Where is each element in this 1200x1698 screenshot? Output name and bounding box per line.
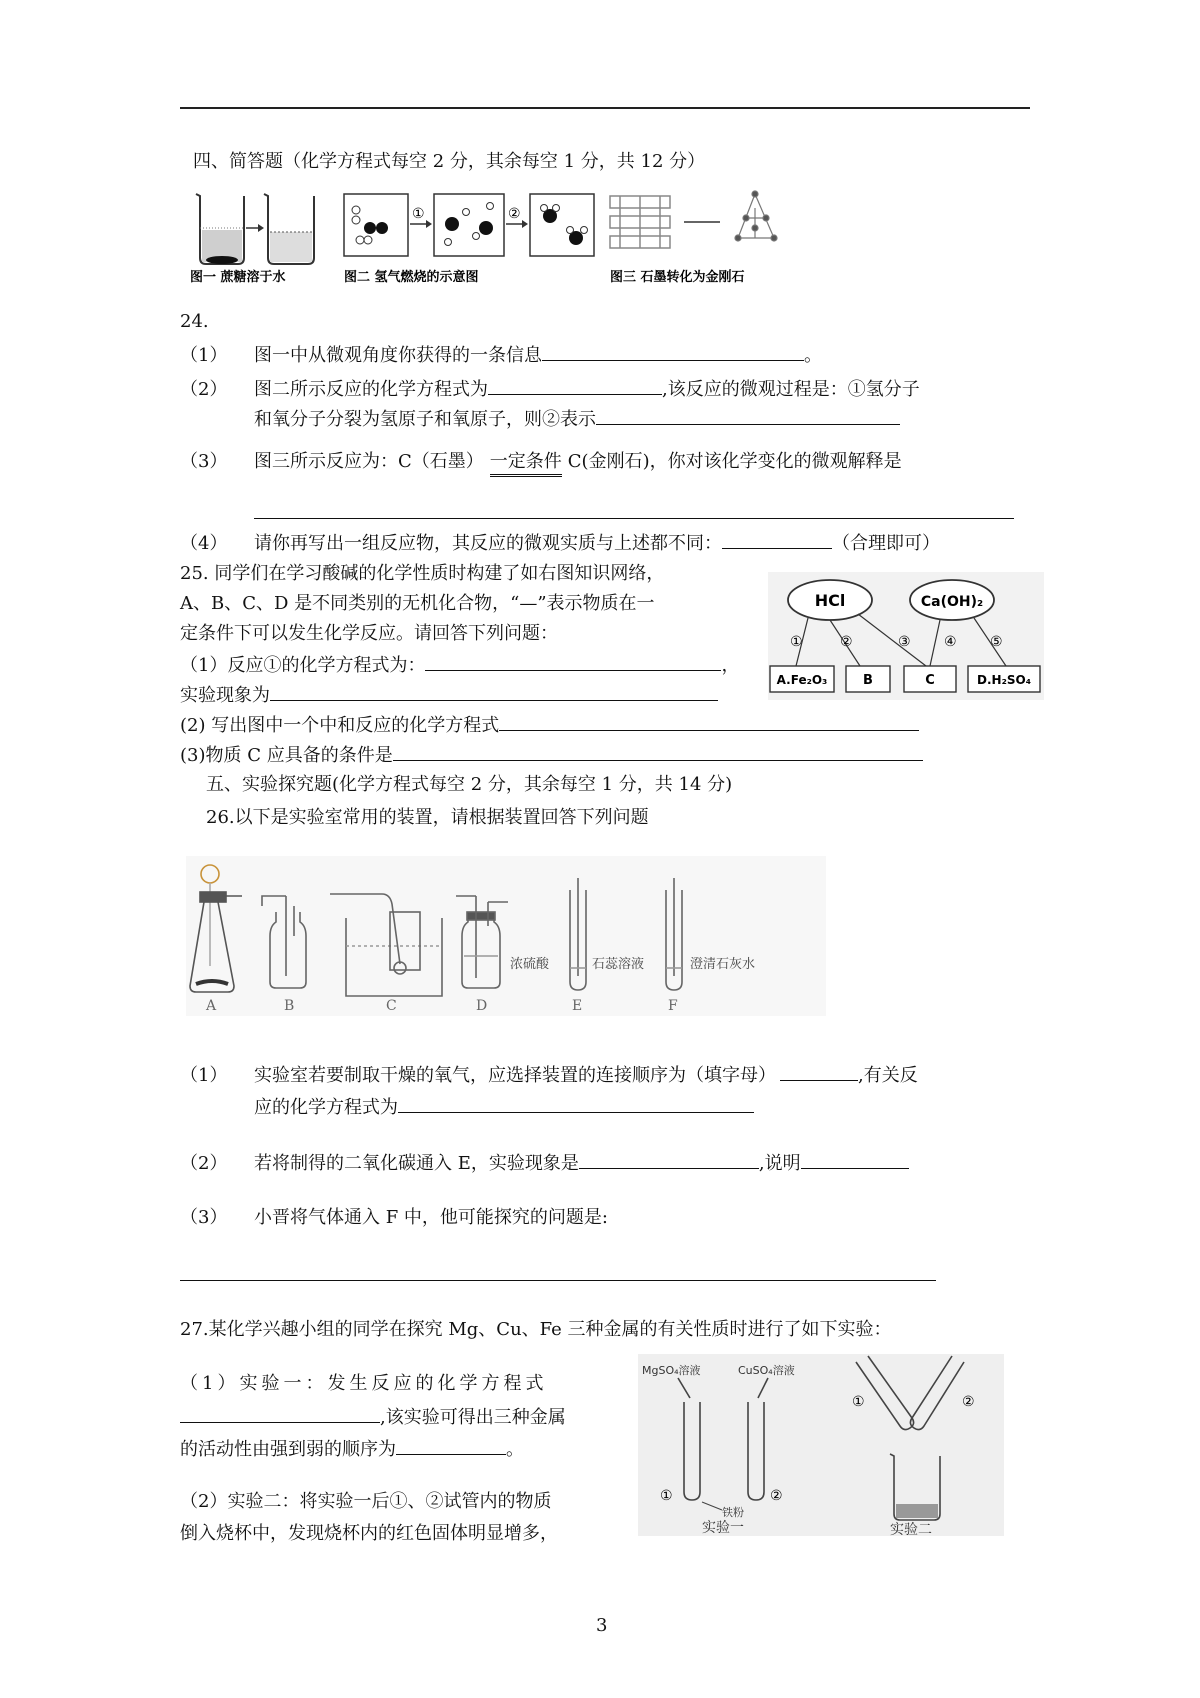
graphite-structure-icon <box>610 196 670 248</box>
q25-p1-text: （1）反应①的化学方程式为： <box>180 655 426 676</box>
q26-part1-line2 <box>254 1094 754 1120</box>
q25-line2: A、B、C、D 是不同类别的无机化合物，“—”表示物质在一 <box>180 593 655 614</box>
label-3: ③ <box>898 634 911 650</box>
q27-p1-line2 <box>180 1404 566 1430</box>
q26-part2 <box>180 1150 909 1176</box>
q24-p2-text-b: ,该反应的微观过程是：①氢分子 <box>662 379 920 400</box>
q24-p2-text-a: 图二所示反应的化学方程式为 <box>254 379 488 400</box>
q25-p3-text: (3)物质 C 应具备的条件是 <box>180 745 393 766</box>
label-limewater: 澄清石灰水 <box>690 957 756 972</box>
box-d: D.H₂SO₄ <box>977 673 1031 687</box>
q25-line1: 25. 同学们在学习酸碱的化学性质时构建了如右图知识网络， <box>180 563 665 584</box>
pour-label-2: ② <box>962 1394 975 1410</box>
q24-number: 24. <box>180 311 209 332</box>
page-number: 3 <box>596 1615 608 1636</box>
top-figures <box>190 188 830 288</box>
q24-p2-line2-text: 和氧分子分裂为氢原子和氧原子，则②表示 <box>254 409 596 430</box>
label-a: A <box>206 998 217 1014</box>
q24-p4-label: （4） <box>180 533 228 554</box>
label-e: E <box>572 998 583 1014</box>
q24-p2-blank-equation[interactable] <box>488 376 662 395</box>
q27-p2-line2: 倒入烧杯中，发现烧杯内的红色固体明显增多， <box>180 1523 558 1544</box>
q26-part3 <box>180 1206 608 1230</box>
q24-p3-label: （3） <box>180 451 228 472</box>
q27-p1-blank-equation[interactable] <box>180 1404 380 1423</box>
q24-part4 <box>180 530 940 556</box>
acid-base-network-diagram <box>768 572 1044 700</box>
q27-p1-line3-text: 的活动性由强到弱的顺序为 <box>180 1439 396 1460</box>
label-experiment-1: 实验一 <box>702 1520 744 1536</box>
q26-p3-label: （3） <box>180 1207 228 1228</box>
q26-p1-label: （1） <box>180 1065 228 1086</box>
q24-p2-blank-step2[interactable] <box>596 406 900 425</box>
q26-intro: 26.以下是实验室常用的装置，请根据装置回答下列问题 <box>206 807 649 828</box>
box-b: B <box>863 673 873 688</box>
diamond-structure-icon <box>735 191 777 241</box>
q26-p3-blank[interactable] <box>180 1262 936 1281</box>
q25-p2-blank[interactable] <box>499 712 919 731</box>
q25-p1-end: ， <box>721 655 740 676</box>
beaker-sugar-icon <box>196 194 244 264</box>
lab-apparatus-figure <box>186 856 826 1016</box>
label-experiment-2: 实验二 <box>890 1522 932 1536</box>
q24-p4-end: （合理即可） <box>832 533 940 554</box>
q27-p1-blank-order[interactable] <box>396 1436 506 1455</box>
q25-p1-blank[interactable] <box>425 652 721 671</box>
q24-p2-label: （2） <box>180 379 228 400</box>
label-b: B <box>284 998 295 1014</box>
metal-activity-experiment-figure <box>638 1354 1004 1536</box>
q27-p1-line3 <box>180 1436 524 1462</box>
q24-part2-line2 <box>254 406 900 432</box>
q24-part1 <box>180 342 822 368</box>
q25-part1 <box>180 652 739 678</box>
q26-p1-blank-order[interactable] <box>780 1062 858 1081</box>
fig3-caption: 图三 石墨转化为金刚石 <box>610 270 745 285</box>
q26-p1-line2-text: 应的化学方程式为 <box>254 1097 398 1118</box>
fig2-caption: 图二 氢气燃烧的示意图 <box>344 270 479 285</box>
q24-p3-condition: 一定条件 <box>490 450 562 477</box>
q24-p4-blank[interactable] <box>722 530 832 549</box>
section-5-title: 五、实验探究题(化学方程式每空 2 分，其余每空 1 分，共 14 分) <box>206 774 733 795</box>
q25-part2 <box>180 712 919 738</box>
label-cuso4: CuSO₄溶液 <box>738 1364 795 1377</box>
fig1-caption: 图一 蔗糖溶于水 <box>190 270 286 285</box>
step-1: ① <box>412 206 425 222</box>
q27-intro: 27.某化学兴趣小组的同学在探究 Mg、Cu、Fe 三种金属的有关性质时进行了如下实验： <box>180 1319 892 1340</box>
label-iron-powder: 铁粉 <box>722 1506 744 1519</box>
q27-p1-end: 。 <box>506 1439 524 1460</box>
label-2: ② <box>840 634 853 650</box>
label-litmus: 石蕊溶液 <box>592 957 645 972</box>
q24-part2 <box>180 376 920 402</box>
step-2: ② <box>508 206 521 222</box>
q24-part3 <box>180 450 902 477</box>
q26-p1-text-b: ,有关反 <box>858 1065 918 1086</box>
label-conc-sulfuric: 浓硫酸 <box>510 957 550 972</box>
node-caoh2: Ca(OH)₂ <box>920 594 984 610</box>
box-c: C <box>925 673 935 688</box>
q25-p1-blank-phenomenon[interactable] <box>270 682 718 701</box>
q24-p1-blank[interactable] <box>542 342 804 361</box>
q24-p1-text: 图一中从微观角度你获得的一条信息 <box>254 345 542 366</box>
q26-p2-blank-explain[interactable] <box>801 1150 909 1169</box>
label-4: ④ <box>944 634 957 650</box>
q25-p3-blank[interactable] <box>393 742 923 761</box>
label-d: D <box>476 998 488 1014</box>
label-1: ① <box>790 634 803 650</box>
q25-part1-line2 <box>180 682 718 708</box>
q26-part1 <box>180 1062 918 1088</box>
label-mgso4: MgSO₄溶液 <box>642 1364 701 1377</box>
q26-p1-text-a: 实验室若要制取干燥的氧气，应选择装置的连接顺序为（填字母） <box>254 1065 776 1086</box>
q24-p1-end: 。 <box>804 345 822 366</box>
q24-p3-text-a: 图三所示反应为：C（石墨） <box>254 451 484 472</box>
q26-p2-label: （2） <box>180 1153 228 1174</box>
hydrogen-combustion-diagram <box>344 194 594 256</box>
label-c: C <box>386 998 397 1014</box>
tube-label-2: ② <box>770 1488 783 1504</box>
label-5: ⑤ <box>990 634 1003 650</box>
q26-p3-text: 小晋将气体通入 F 中，他可能探究的问题是: <box>254 1207 608 1228</box>
q27-p1-line1: （1）实验一：发生反应的化学方程式 <box>180 1373 548 1394</box>
q24-p3-text-b: C(金刚石)，你对该化学变化的微观解释是 <box>567 451 902 472</box>
q26-p2-text-a: 若将制得的二氧化碳通入 E，实验现象是 <box>254 1153 579 1174</box>
q24-p4-text: 请你再写出一组反应物，其反应的微观实质与上述都不同： <box>254 533 722 554</box>
q26-p1-blank-equation[interactable] <box>398 1094 754 1113</box>
q24-p1-label: （1） <box>180 345 228 366</box>
header-rule <box>180 107 1030 109</box>
section-4-title: 四、简答题（化学方程式每空 2 分，其余每空 1 分，共 12 分） <box>193 151 706 172</box>
q25-line3: 定条件下可以发生化学反应。请回答下列问题： <box>180 623 558 644</box>
q25-p2-text: (2) 写出图中一个中和反应的化学方程式 <box>180 715 500 736</box>
label-f: F <box>668 998 678 1014</box>
q24-p3-blank[interactable] <box>254 500 1014 519</box>
tube-label-1: ① <box>660 1488 673 1504</box>
q25-part3 <box>180 742 923 768</box>
q27-p2-line1: （2）实验二：将实验一后①、②试管内的物质 <box>180 1491 552 1512</box>
node-hcl: HCl <box>814 591 846 610</box>
q26-p2-text-b: ,说明 <box>758 1153 801 1174</box>
pour-label-1: ① <box>852 1394 865 1410</box>
q26-p2-blank-phenomenon[interactable] <box>579 1150 759 1169</box>
beaker-dissolved-icon <box>264 194 314 264</box>
box-a: A.Fe₂O₃ <box>776 673 828 687</box>
q27-p1-line2-text: ,该实验可得出三种金属 <box>380 1407 566 1428</box>
q25-p1-line2-text: 实验现象为 <box>180 685 270 706</box>
